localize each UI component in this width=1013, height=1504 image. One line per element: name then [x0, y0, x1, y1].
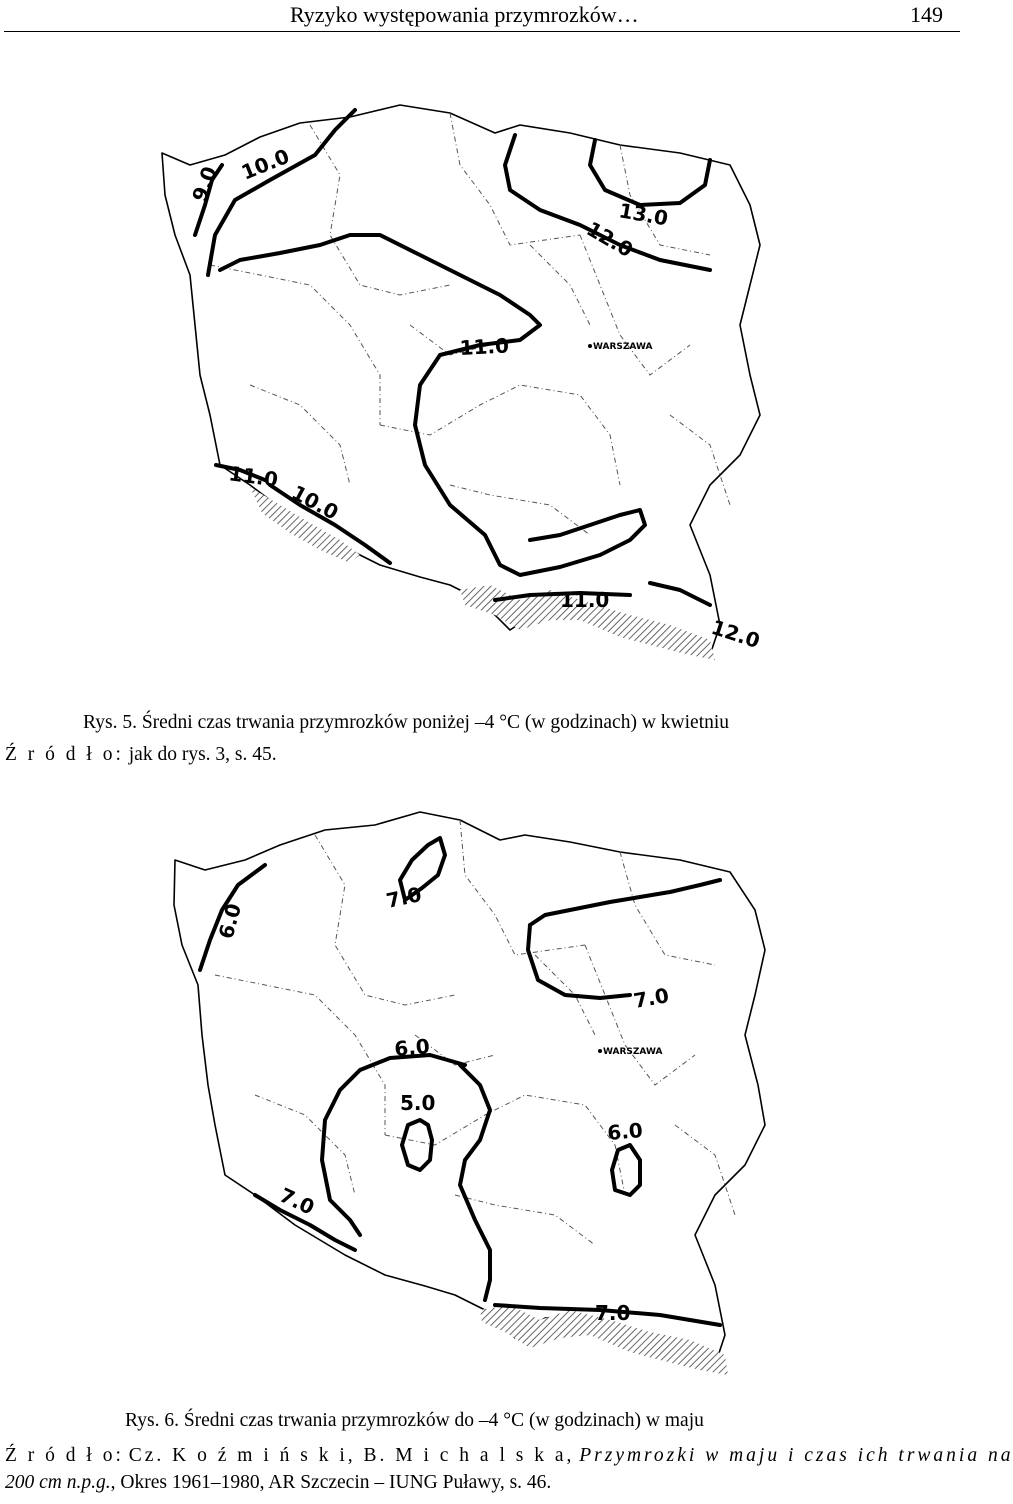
isoline-label-6-central: 6.0 — [393, 1033, 431, 1061]
isoline-5 — [402, 1120, 432, 1170]
isoline-label-11-central: 11.0 — [459, 333, 510, 360]
isoline-label-13: 13.0 — [617, 198, 670, 231]
figure6-map — [160, 800, 780, 1390]
isoline-label-5: 5.0 — [400, 1091, 436, 1115]
figure5-caption: Rys. 5. Średni czas trwania przymrozków poniżej –4 °C (w godzinach) w kwietniu — [83, 712, 730, 733]
isoline-label-7-south: 7.0 — [595, 1301, 631, 1325]
running-title: Ryzyko występowania przymrozków… — [290, 2, 639, 27]
capital-marker — [588, 344, 592, 348]
isoline-label-12-north: 12.0 — [582, 216, 638, 263]
isoline-label-9: 9.0 — [187, 163, 222, 205]
isoline-label-7-east: 7.0 — [631, 983, 671, 1013]
figure6-source-line2 — [5, 1472, 551, 1494]
poland-border — [174, 812, 765, 1365]
page-header — [0, 0, 960, 34]
admin-boundaries — [210, 113, 730, 535]
figure5-source — [5, 744, 277, 766]
isoline-6-central-right — [460, 1065, 490, 1300]
figure5-source-label: Ź r ó d ł o: — [5, 744, 124, 765]
isoline-label-6-west: 6.0 — [213, 900, 247, 942]
figure6-source-title: Przymrozki w maju i czas ich trwania na — [579, 1445, 1013, 1466]
page-number: 149 — [910, 2, 943, 27]
figure6-caption: Rys. 6. Średni czas trwania przymrozków do –4 °C (w godzinach) w maju — [125, 1410, 704, 1431]
figure6-source-label: Ź r ó d ł o: — [5, 1445, 124, 1466]
isoline-12-south — [650, 583, 710, 605]
isoline-10 — [208, 110, 355, 275]
isoline-6-east — [612, 1145, 640, 1195]
isoline-6-central — [322, 1055, 465, 1235]
figure5-source-text: jak do rys. 3, s. 45. — [128, 744, 277, 765]
figure6-source-author: Cz. K o ź m i ń s k i, B. M i c h a l s k a, — [128, 1445, 575, 1466]
isoline-label-10-sw: 10.0 — [287, 480, 343, 525]
figure5-map — [150, 85, 780, 675]
figure6-source-rest: , Okres 1961–1980, AR Szczecin – IUNG Puławy, s. 46. — [110, 1472, 552, 1493]
isoline-label-11-south: 11.0 — [560, 588, 610, 612]
capital-label: WARSZAWA — [593, 342, 653, 352]
figure6-source-line1 — [5, 1445, 1013, 1467]
isoline-label-6-east: 6.0 — [606, 1117, 644, 1145]
isoline-label-12-south: 12.0 — [708, 614, 763, 654]
isoline-label-7-north: 7.0 — [384, 882, 424, 913]
figure6-source-title-cont: 200 cm n.p.g. — [5, 1472, 111, 1493]
isoline-label-7-southwest: 7.0 — [275, 1182, 319, 1220]
poland-border — [162, 105, 763, 655]
isoline-label-11-sw: 11.0 — [227, 461, 280, 492]
admin-boundaries — [215, 820, 735, 1245]
capital-marker — [598, 1049, 602, 1053]
isoline-label-10: 10.0 — [237, 143, 293, 185]
isoline-7-east — [528, 880, 720, 998]
capital-label: WARSZAWA — [603, 1047, 663, 1057]
header-rule — [4, 31, 960, 32]
